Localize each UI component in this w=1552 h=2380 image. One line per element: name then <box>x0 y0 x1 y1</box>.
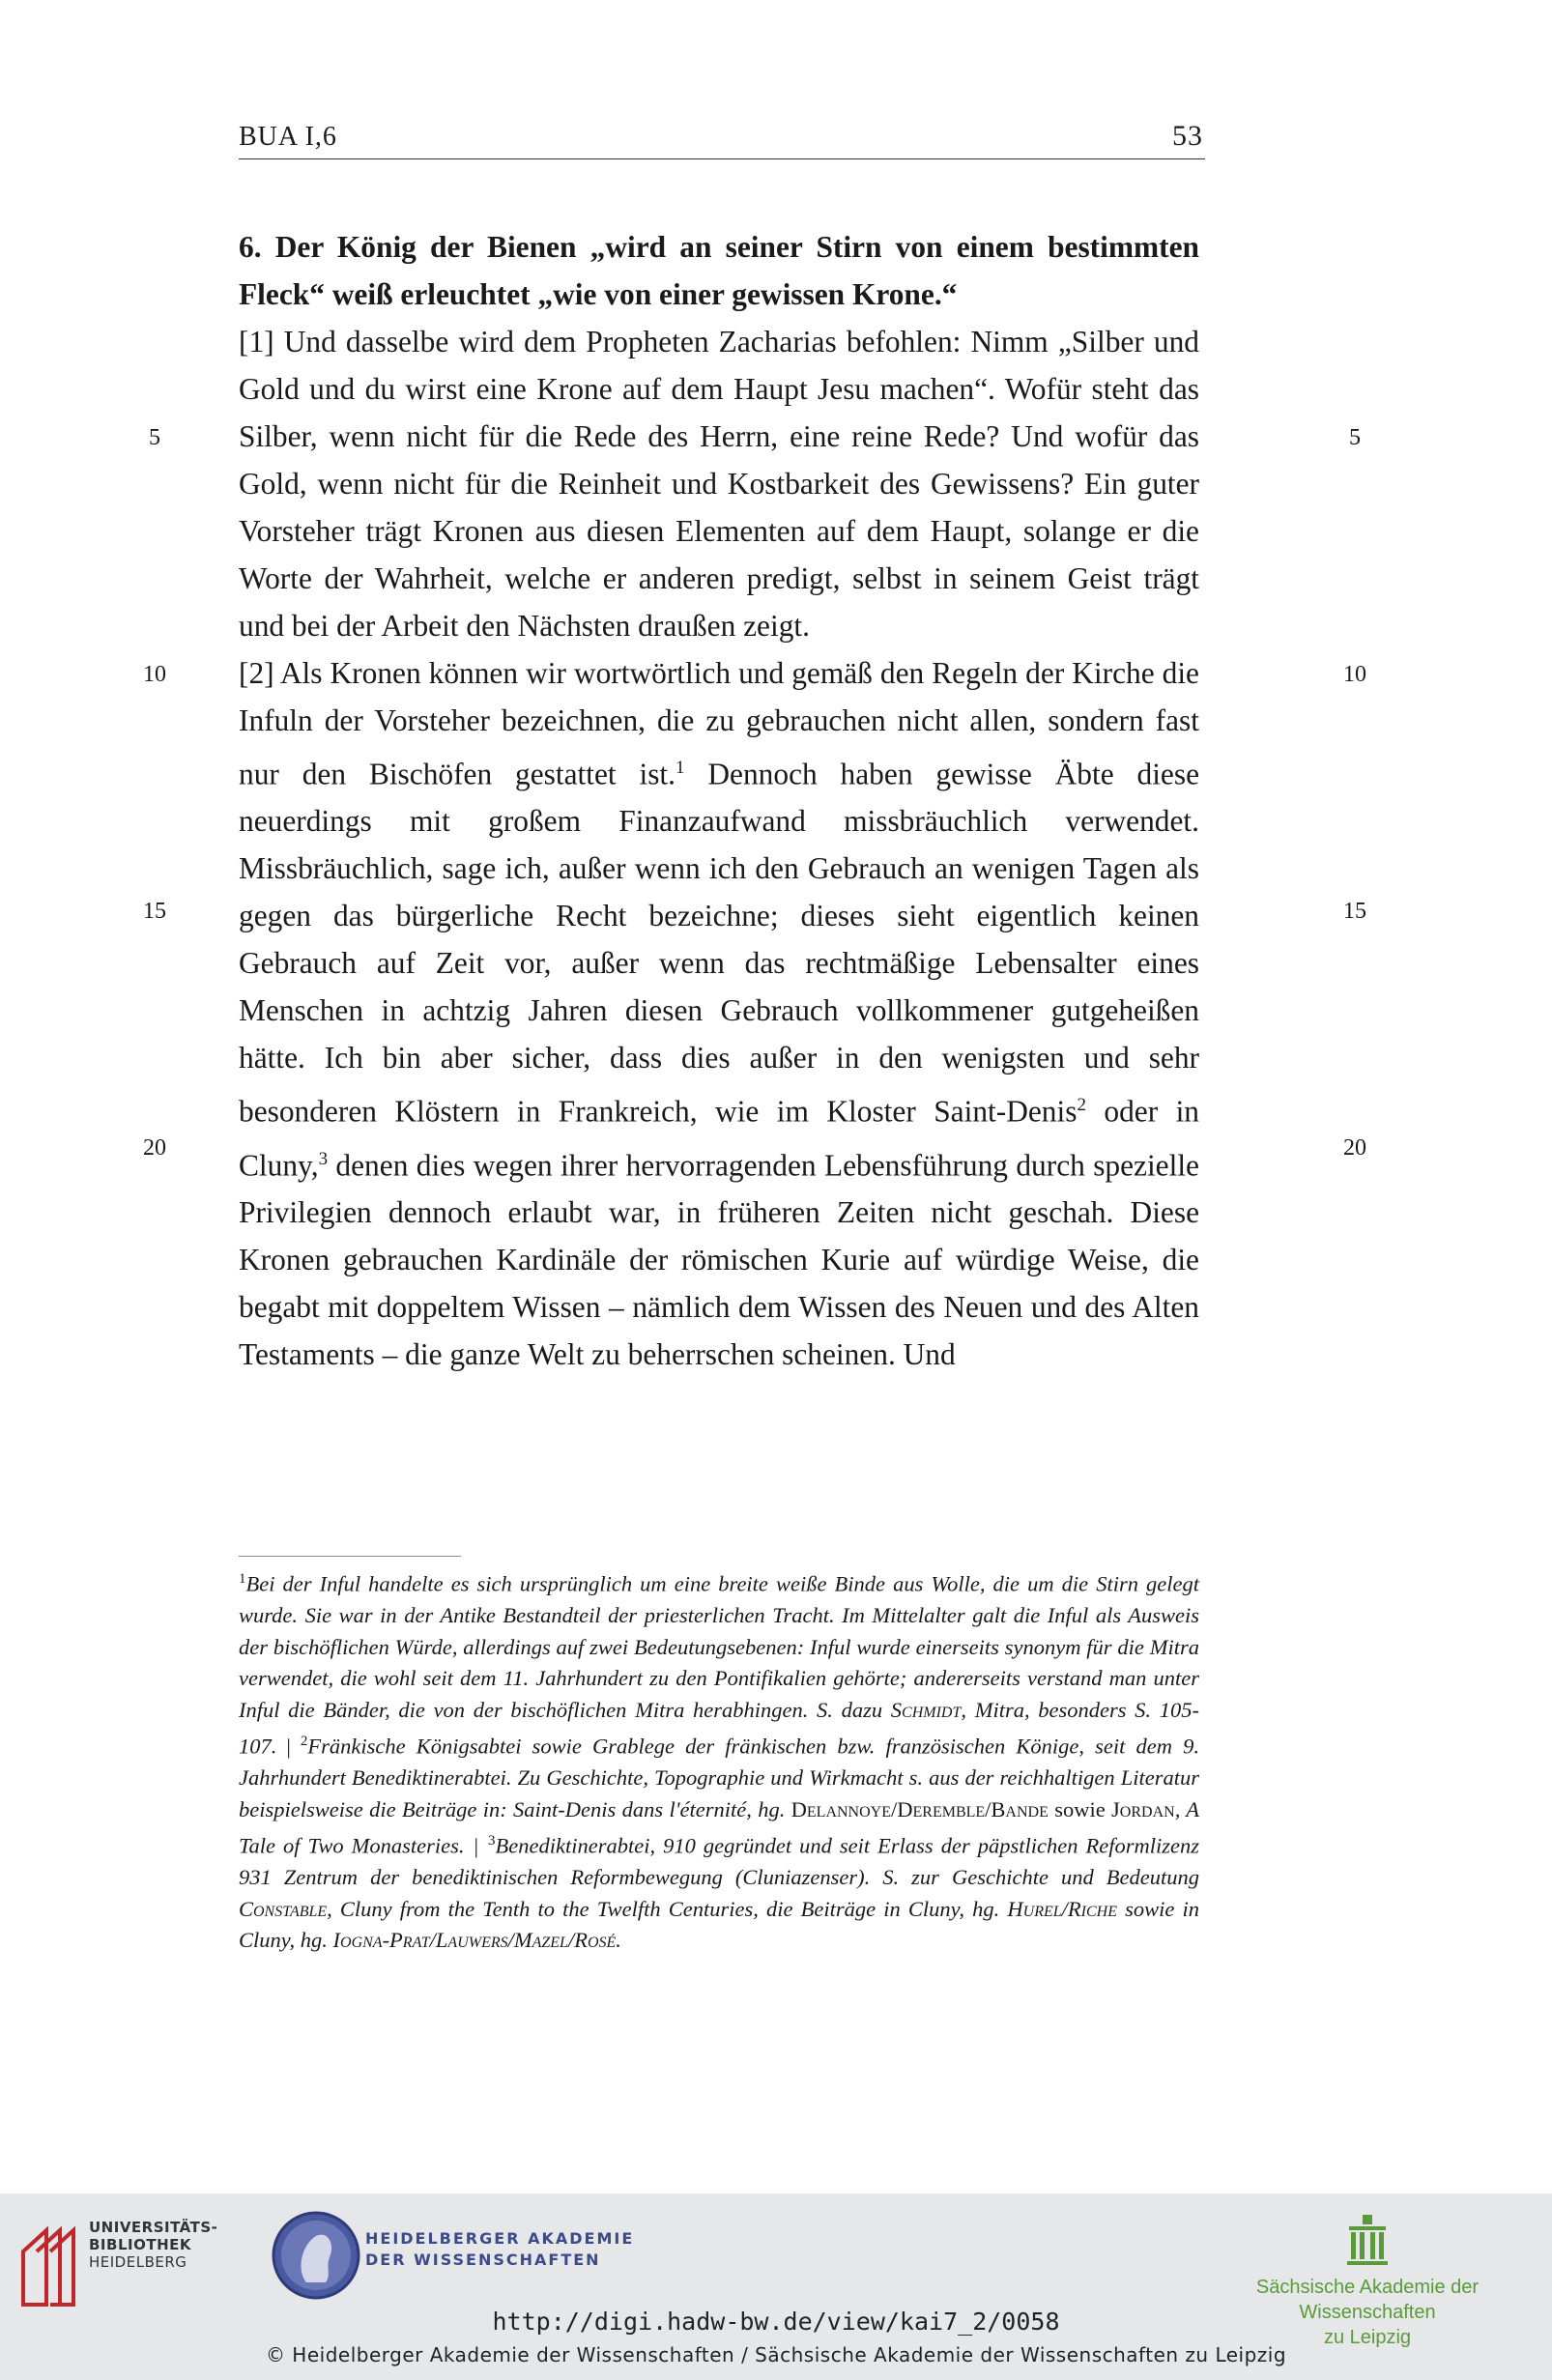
main-text <box>239 223 1199 1378</box>
line-number-15-left: 15 <box>143 899 166 924</box>
footnote-2-text: Fränkische Königsabtei sowie Grablege der fränkischen bzw. französischen Könige, seit dem 9. Jahrhundert Benediktinerabtei. Zu Geschichte, Topographie und Wirkmacht s. aus der reichhaltigen Literatur beispielsweise die Beiträge in: Saint-Denis dans l'éternité, hg. <box>239 1734 1199 1821</box>
footnote-2-author: Jordan <box>1111 1796 1175 1821</box>
line-number-5-right: 5 <box>1349 425 1361 450</box>
ub-line-3: HEIDELBERG <box>89 2253 187 2271</box>
footnote-3-number: 3 <box>488 1833 496 1849</box>
saxon-academy-building-icon[interactable] <box>1343 2213 1392 2267</box>
paragraph-2-part-c: oder in Cluny, <box>239 1094 1200 1183</box>
running-head <box>239 116 1205 159</box>
line-number-15-right: 15 <box>1343 899 1366 924</box>
footnote-3-mid: , Cluny from the Tenth to the Twelfth Centuries, die Beiträge in Cluny, hg. <box>327 1896 1008 1921</box>
line-number-20-right: 20 <box>1343 1135 1366 1161</box>
paragraph-2-part-a: [2] Als Kronen können wir wortwörtlich und gemäß den Regeln der Kirche die Infuln der Vorsteher bezeichnen, die zu gebrauchen nicht allen, sondern fast nur den Bischöfen gestattet ist. <box>239 656 1199 791</box>
paragraph-2 <box>239 649 1199 1378</box>
footnote-3-end: . <box>616 1928 621 1952</box>
footer-banner <box>0 2194 1552 2380</box>
line-number-5-left: 5 <box>149 425 160 450</box>
page-number: 53 <box>1172 120 1203 152</box>
footnote-2-end: , A Tale of Two Monasteries. <box>239 1796 1199 1858</box>
paragraph-2-part-d: denen dies wegen ihrer hervorragenden Lebensführung durch spezielle Privilegien dennoch erlaubt war, in früheren Zeiten nicht geschah. Diese Kronen gebrauchen Kardinäle der römischen Kurie auf würdige Weise, die begabt mit doppeltem Wissen – nämlich dem Wissen des Neuen und des Alten Testaments – die ganze Welt zu beherrschen scheinen. Und <box>239 1148 1199 1372</box>
section-heading-line-1: 6. Der König der Bienen „wird an seiner Stirn von einem bestimmten <box>239 230 1199 264</box>
paragraph-2-part-b: Dennoch haben gewisse Äbte diese neuerdings mit großem Finanzaufwand missbräuchlich verwendet. Missbräuchlich, sage ich, außer wenn ich den Gebrauch an wenigen Tagen als gegen das bürgerliche Recht bezeichne; dieses sieht eigentlich keinen Gebrauch auf Zeit vor, außer wenn das rechtmäßige Lebensalter eines Menschen in achtzig Jahren diesen Gebrauch vollkommener gutgeheißen hätte. Ich bin aber sicher, dass dies außer in den wenigsten und sehr besonderen Klöstern in Frankreich, wie im Kloster Saint-Denis <box>239 757 1199 1129</box>
permalink-url[interactable]: http://digi.hadw-bw.de/view/kai7_2/0058 <box>492 2308 1060 2336</box>
footnote-3-text: Benediktinerabtei, 910 gegründet und seit Erlass der päpstlichen Reformlizenz 931 Zentrum der benediktinischen Reformbewegung (Cluniazenser). S. zur Geschichte und Bedeutung <box>239 1833 1199 1889</box>
paragraph-1: [1] Und dasselbe wird dem Propheten Zacharias befohlen: Nimm „Silber und Gold und du wirst eine Krone auf dem Haupt Jesu machen“. Wofür steht das Silber, wenn nicht für die Rede des Herrn, eine reine Rede? Und wofür das Gold, wenn nicht für die Reinheit und Kostbarkeit des Gewissens? Ein guter Vorsteher trägt Kronen aus diesen Elementen auf dem Haupt, solange er die Worte der Wahrheit, welche er anderen predigt, selbst in seinem Geist trägt und bei der Arbeit den Nächsten draußen zeigt. <box>239 325 1199 643</box>
footnote-1-text: Bei der Inful handelte es sich ursprünglich um eine breite weiße Binde aus Wolle, die um die Stirn gelegt wurde. Sie war in der Antike Bestandteil der priesterlichen Tracht. Im Mittelalter galt die Inful als Ausweis der bischöflichen Würde, allerdings auf zwei Bedeutungsebenen: Inful wurde einerseits synonym für die Mitra verwendet, die wohl seit dem 11. Jahrhundert zu den Pontifikalien gehörte; andererseits verstand man unter Inful die Bänder, die von der bischöflichen Mitra herabhingen. S. dazu <box>239 1571 1199 1722</box>
hadw-line-1: HEIDELBERGER AKADEMIE <box>365 2229 635 2248</box>
footnote-2-authors: Delannoye/Deremble/Bande <box>790 1796 1049 1821</box>
section-heading-line-2: Fleck“ weiß erleuchtet „wie von einer gewissen Krone.“ <box>239 277 958 311</box>
footnote-1-author: Schmidt <box>890 1697 962 1722</box>
line-number-10-left: 10 <box>143 662 166 687</box>
footnote-3-authors-2: Iogna-Prat/Lauwers/Mazel/Rosé <box>332 1928 617 1952</box>
footnote-3-author: Constable <box>239 1896 328 1921</box>
footnote-2-number: 2 <box>300 1734 308 1749</box>
footnote-ref-1[interactable]: 1 <box>675 758 685 778</box>
footnote-1-end: , Mitra, besonders S. 105-107. <box>239 1697 1199 1759</box>
hadw-medallion-icon[interactable] <box>268 2207 364 2304</box>
footnote-3-authors: Hurel/Riche <box>1007 1896 1117 1921</box>
footnote-1-number: 1 <box>239 1571 246 1587</box>
footnote-2-mid: sowie <box>1048 1796 1112 1821</box>
footnote-ref-3[interactable]: 3 <box>318 1148 329 1169</box>
ub-line-1: UNIVERSITÄTS- <box>89 2219 218 2236</box>
line-number-20-left: 20 <box>143 1135 166 1161</box>
saw-line-2: zu Leipzig <box>1323 2327 1412 2348</box>
section-heading <box>239 223 1199 318</box>
line-number-10-right: 10 <box>1343 662 1366 687</box>
footnote-3-mid-2: sowie in Cluny, hg. <box>239 1896 1199 1952</box>
saw-line-1: Sächsische Akademie der Wissenschaften <box>1255 2277 1480 2323</box>
footnote-divider: | <box>474 1833 478 1858</box>
running-head-title: BUA I,6 <box>239 122 337 152</box>
footnote-separator <box>239 1556 461 1557</box>
footnote-divider: | <box>286 1734 291 1759</box>
footnote-ref-2[interactable]: 2 <box>1077 1095 1086 1116</box>
copyright-notice: © Heidelberger Akademie der Wissenschaften / Sächsische Akademie der Wissenschaften zu Leipzig <box>265 2343 1287 2366</box>
footnotes <box>239 1563 1199 1957</box>
hadw-line-2: DER WISSENSCHAFTEN <box>365 2251 601 2269</box>
ub-line-2: BIBLIOTHEK <box>89 2236 191 2253</box>
university-library-name <box>89 2219 217 2271</box>
hadw-name <box>365 2228 634 2271</box>
